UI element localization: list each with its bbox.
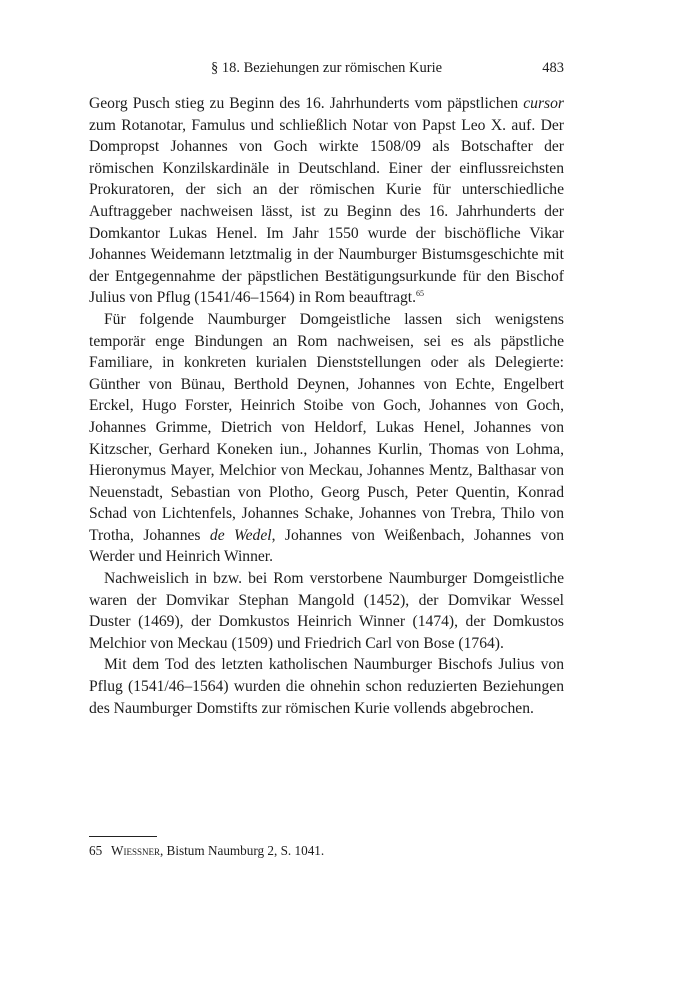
- paragraph-1-text-b: zum Rotanotar, Famulus und schließlich Notar von Papst Leo X. auf. Der Dompropst Johannes von Goch wirkte 1508/09 als Botschafter der römischen Konzilskardinäle in Deutschland. Einer der einflussreichsten Prokuratoren, der sich an der römischen Kurie für unterschiedliche Auftraggeber nachweisen lässt, ist zu Beginn des 16. Jahrhunderts der Domkantor Lukas Henel. Im Jahr 1550 wurde der bischöfliche Vikar Johannes Weidemann letztmalig in der Naumburger Bistumsgeschichte mit der Entgegennahme der päpstlichen Bestätigungsurkunde für den Bischof Julius von Pflug (1541/46–1564) in Rom beauftragt.: [89, 116, 564, 307]
- footnote-number: 65: [89, 843, 103, 858]
- page-number: 483: [542, 60, 564, 76]
- paragraph-3: Nachweislich in bzw. bei Rom verstorbene Naumburger Domgeistliche waren der Domvikar Stephan Mangold (1452), der Domvikar Wessel Duster (1469), der Domkustos Heinrich Winner (1474), der Domkustos Melchior von Meckau (1509) und Friedrich Carl von Bose (1764).: [89, 570, 564, 652]
- paragraph-2-text-a: Für folgende Naumburger Domgeistliche lassen sich wenigstens temporär enge Bindungen an Rom nachweisen, sei es als päpstliche Familiare, in konkreten kurialen Dienststellungen oder als Delegierte: Günther von Bünau, Berthold Deynen, Johannes von Echte, Engelbert Erckel, Hugo Forster, Heinrich Stoibe von Goch, Johannes von Goch, Johannes Grimme, Dietrich von Heldorf, Lukas Henel, Johannes von Kitzscher, Gerhard Koneken iun., Johannes Kurlin, Thomas von Lohma, Hieronymus Mayer, Melchior von Meckau, Johannes Mentz, Balthasar von Neuenstadt, Sebastian von Plotho, Georg Pusch, Peter Quentin, Konrad Schad von Lichtenfels, Johannes Schake, Johannes von Trebra, Thilo von Trotha, Johannes: [89, 310, 564, 544]
- main-text: [89, 93, 564, 719]
- paragraph-2-text-b: , Johannes von Weißenbach, Johannes von Werder und Heinrich Winner.: [89, 526, 564, 566]
- paragraph-1: [89, 93, 564, 309]
- paragraph-2: [89, 309, 564, 568]
- footnote-citation: , Bistum Naumburg 2, S. 1041.: [159, 843, 325, 858]
- running-header: [89, 60, 564, 84]
- footnote-rule: [89, 836, 157, 837]
- footnote-author: Wiessner: [111, 843, 160, 858]
- running-head-title: § 18. Beziehungen zur römischen Kurie: [210, 60, 443, 76]
- footnote-reference[interactable]: 65: [416, 289, 425, 299]
- paragraph-4: Mit dem Tod des letzten katholischen Naumburger Bischofs Julius von Pflug (1541/46–1564) wurden die ohnehin schon reduzierten Beziehungen des Naumburger Domstifts zur römischen Kurie vollends abgebrochen.: [89, 656, 564, 717]
- term-cursor: cursor: [523, 95, 564, 112]
- name-de-wedel: de Wedel: [209, 526, 272, 544]
- footnote-65: [89, 842, 564, 860]
- paragraph-1-text-a: Georg Pusch stieg zu Beginn des 16. Jahrhunderts vom päpstlichen: [89, 95, 524, 112]
